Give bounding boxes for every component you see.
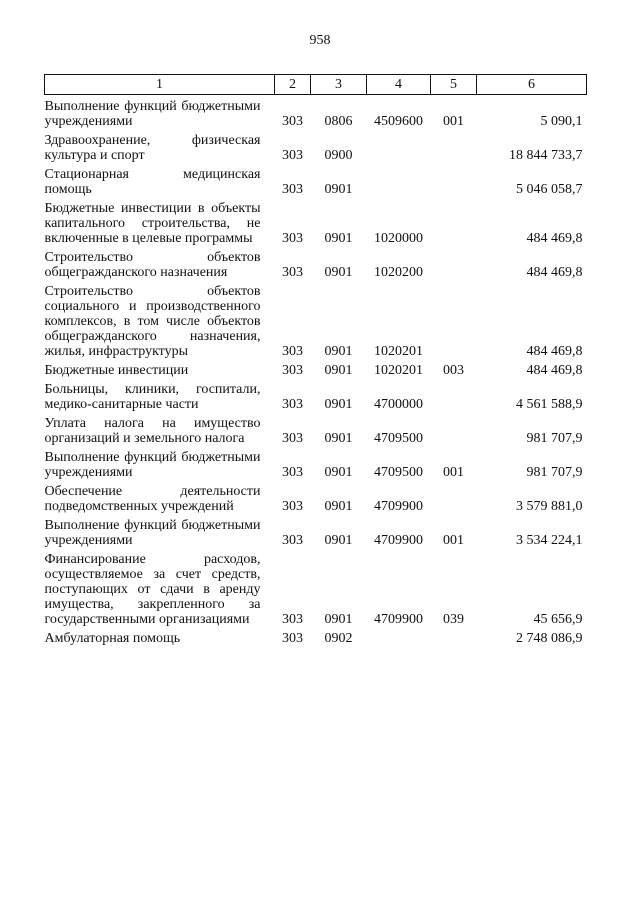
- row-code-col4: [367, 163, 431, 197]
- row-amount: 5 046 058,7: [516, 182, 583, 197]
- row-code-col4: 4709900: [374, 533, 423, 548]
- row-code-col2: 303: [282, 612, 303, 627]
- row-description: Больницы, клиники, госпитали, медико-санитарные части: [44, 382, 261, 412]
- row-code-col3: 0901: [324, 465, 353, 480]
- table-row: [45, 246, 587, 280]
- row-code-col5: 001: [443, 114, 464, 129]
- row-code-col3: 0806: [324, 114, 353, 129]
- row-code-col5: 039: [443, 612, 464, 627]
- row-code-col4: 4509600: [374, 114, 423, 129]
- row-code-col2: 303: [282, 182, 303, 197]
- row-amount: 484 469,8: [526, 363, 583, 378]
- row-code-col4: 1020200: [374, 265, 423, 280]
- row-code-col5: [431, 280, 477, 359]
- row-code-col2: 303: [282, 499, 303, 514]
- row-description: Строительство объектов социального и производственного комплексов, в том числе объектов общегражданского назначения, жилья, инфраструктуры: [44, 284, 261, 359]
- column-header: 6: [477, 75, 587, 95]
- row-description: Амбулаторная помощь: [44, 631, 181, 646]
- row-description: Выполнение функций бюджетными учреждениями: [44, 99, 261, 129]
- column-header: 5: [431, 75, 477, 95]
- row-code-col3: 0901: [324, 397, 353, 412]
- row-code-col5: [431, 480, 477, 514]
- table-row: [45, 280, 587, 359]
- table-row: [45, 163, 587, 197]
- row-code-col4: 1020201: [374, 344, 423, 359]
- row-description: Выполнение функций бюджетными учреждениями: [44, 450, 261, 480]
- row-amount: 4 561 588,9: [516, 397, 583, 412]
- row-amount: 3 579 881,0: [516, 499, 583, 514]
- row-description: Здравоохранение, физическая культура и спорт: [44, 133, 261, 163]
- table-row: [45, 480, 587, 514]
- row-code-col3: 0900: [324, 148, 353, 163]
- row-code-col2: 303: [282, 344, 303, 359]
- row-description: Уплата налога на имущество организаций и земельного налога: [44, 416, 261, 446]
- row-code-col2: 303: [282, 631, 303, 646]
- row-code-col5: [431, 129, 477, 163]
- row-amount: 484 469,8: [526, 344, 583, 359]
- row-amount: 981 707,9: [526, 465, 583, 480]
- row-code-col2: 303: [282, 533, 303, 548]
- table-row: [45, 359, 587, 378]
- column-header: 2: [275, 75, 311, 95]
- row-amount: 484 469,8: [526, 231, 583, 246]
- table-body: [45, 95, 587, 647]
- column-header: 4: [367, 75, 431, 95]
- row-code-col2: 303: [282, 265, 303, 280]
- budget-table: [44, 74, 587, 646]
- table-row: [45, 548, 587, 627]
- table-row: [45, 95, 587, 130]
- row-code-col3: 0901: [324, 612, 353, 627]
- row-description: Выполнение функций бюджетными учреждениями: [44, 518, 261, 548]
- row-code-col4: 1020201: [374, 363, 423, 378]
- table-row: [45, 412, 587, 446]
- page-number: 958: [309, 33, 331, 48]
- row-amount: 18 844 733,7: [509, 148, 583, 163]
- row-amount: 3 534 224,1: [516, 533, 583, 548]
- table-row: [45, 129, 587, 163]
- row-code-col5: [431, 627, 477, 646]
- row-code-col3: 0902: [324, 631, 353, 646]
- row-code-col2: 303: [282, 431, 303, 446]
- row-code-col4: 4700000: [374, 397, 423, 412]
- row-code-col4: 4709500: [374, 465, 423, 480]
- row-code-col3: 0901: [324, 499, 353, 514]
- table-row: [45, 627, 587, 646]
- row-code-col5: 003: [443, 363, 464, 378]
- row-code-col4: 4709900: [374, 612, 423, 627]
- row-code-col5: [431, 197, 477, 246]
- row-amount: 45 656,9: [533, 612, 583, 627]
- row-description: Финансирование расходов, осуществляемое за счет средств, поступающих от сдачи в аренду имущества, закрепленного за государственными организациями: [44, 552, 261, 627]
- row-code-col2: 303: [282, 397, 303, 412]
- table-row: [45, 197, 587, 246]
- row-code-col2: 303: [282, 114, 303, 129]
- column-header: 1: [45, 75, 275, 95]
- row-code-col2: 303: [282, 465, 303, 480]
- row-amount: 5 090,1: [540, 114, 583, 129]
- table-row: [45, 446, 587, 480]
- row-amount: 2 748 086,9: [516, 631, 583, 646]
- row-code-col5: [431, 246, 477, 280]
- row-code-col4: [367, 627, 431, 646]
- row-code-col5: 001: [443, 533, 464, 548]
- row-code-col3: 0901: [324, 265, 353, 280]
- row-code-col2: 303: [282, 231, 303, 246]
- row-description: Строительство объектов общегражданского назначения: [44, 250, 261, 280]
- column-header: 3: [311, 75, 367, 95]
- row-code-col4: [367, 129, 431, 163]
- table-row: [45, 378, 587, 412]
- row-code-col4: 4709900: [374, 499, 423, 514]
- row-code-col5: [431, 412, 477, 446]
- row-code-col5: [431, 163, 477, 197]
- row-code-col3: 0901: [324, 231, 353, 246]
- row-amount: 484 469,8: [526, 265, 583, 280]
- row-description: Стационарная медицинская помощь: [44, 167, 261, 197]
- row-description: Бюджетные инвестиции: [44, 363, 189, 378]
- row-code-col5: 001: [443, 465, 464, 480]
- row-code-col2: 303: [282, 363, 303, 378]
- table-row: [45, 514, 587, 548]
- table-header-row: [45, 75, 587, 95]
- row-description: Бюджетные инвестиции в объекты капитального строительства, не включенные в целевые программы: [44, 201, 261, 246]
- row-amount: 981 707,9: [526, 431, 583, 446]
- row-code-col3: 0901: [324, 344, 353, 359]
- row-code-col2: 303: [282, 148, 303, 163]
- row-description: Обеспечение деятельности подведомственных учреждений: [44, 484, 261, 514]
- row-code-col3: 0901: [324, 533, 353, 548]
- row-code-col4: 1020000: [374, 231, 423, 246]
- row-code-col3: 0901: [324, 363, 353, 378]
- row-code-col4: 4709500: [374, 431, 423, 446]
- row-code-col5: [431, 378, 477, 412]
- row-code-col3: 0901: [324, 182, 353, 197]
- row-code-col3: 0901: [324, 431, 353, 446]
